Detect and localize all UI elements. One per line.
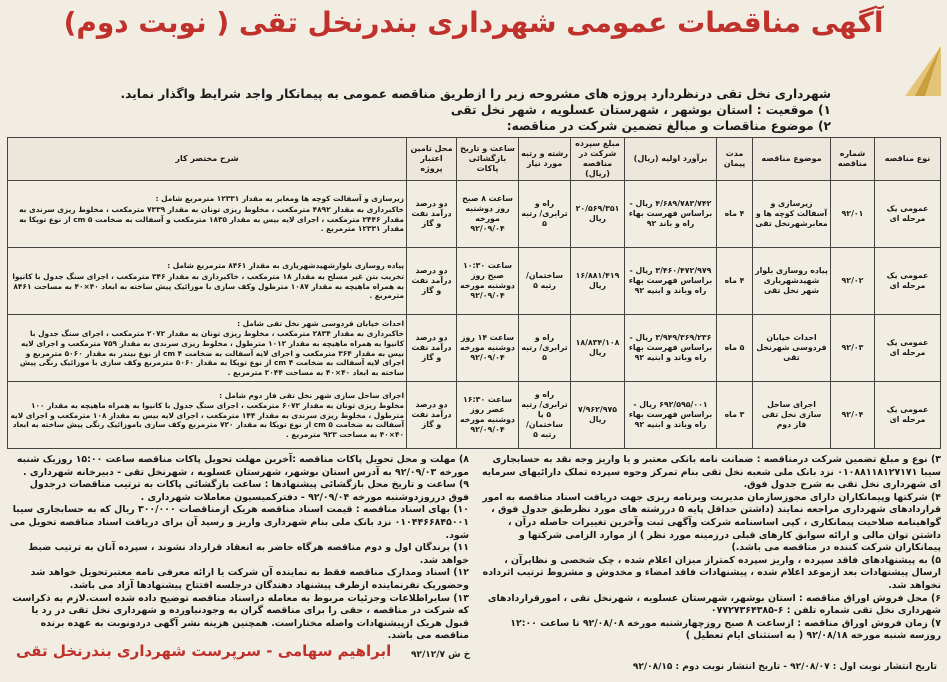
- cell-subject: پیاده روسازی بلوار شهیدشهریاری شهر نخل تقی: [753, 248, 831, 315]
- description-title: اجرای ساحل سازی شهر نخل تقی فاز دوم شامل :: [219, 390, 404, 400]
- intro-block: [6, 86, 941, 134]
- cell-estimate: ۳/۴۶۰/۴۷۲/۹۷۹ ریال - براساس فهرست بهاء راه وباند و ابنیه ۹۲: [625, 248, 717, 315]
- description-title: پیاده روسازی بلوارشهیدشهریاری به مقدار ۸۴۶۱ مترمربع شامل :: [167, 261, 404, 271]
- cell-duration: ۴ ماه: [717, 181, 753, 248]
- cell-description: [8, 181, 407, 248]
- cell-opening: ساعت ۸ صبح روز دوشنبه مورخه ۹۲/۰۹/۰۴: [457, 181, 519, 248]
- header-estimate: برآورد اولیه (ریال): [625, 138, 717, 181]
- cell-type: عمومی یک مرحله ای: [875, 181, 941, 248]
- description-title: زیرسازی و آسفالت کوچه ها ومعابر به مقدار ۱۲۳۳۱ مترمربع شامل :: [155, 194, 404, 204]
- cell-guarantee: ۲۰/۵۶۹/۳۵۱ ریال: [571, 181, 625, 248]
- condition-item: ۹) ساعت و تاریخ محل بازگشائی پیشنهادها : ساعت بازگشائی پاکات به ترتیب مناقصات درجدول فوق درروزدوشنبه مورخه ۹۲/۰۹/۰۴ - دفترکمیسیون معاملات شهرداری .: [29, 479, 469, 503]
- cell-field: راه و ترابری/ رتبه ۵: [519, 181, 571, 248]
- conditions-left-column: [7, 454, 469, 643]
- condition-item: ۱۱) برندگان اول و دوم مناقصه هرگاه حاضر به انعقاد قرارداد نشوند ، سپرده آنان به ترتیب ضبط خواهد شد.: [28, 542, 469, 566]
- tenders-table: [7, 137, 941, 449]
- cell-opening: ساعت ۱۰:۳۰ صبح روز دوشنبه مورخه ۹۲/۰۹/۰۴: [457, 248, 519, 315]
- cell-funding: دو درصد درآمد نفت و گاز: [407, 382, 457, 449]
- table-row: [8, 315, 941, 382]
- description-body: مخلوط ریزی تونان به مقدار ۶۰۷۲ مترمکعب ، اجرای سنگ جدول با کانیوا به همراه ماهیچه به مقدار ۱۰۰ مترطول ، مخلوط ریزی سرندی به مقدار ۱۴۴ مترمکعب ، اجرای لایه بیس به مقدار ۱۰۸ مترمکعب و اجرای لایه آسفالت به ضخامت ۵ cm از نوع توپکا به مقدار ۷۲۰ مترمربع وکف سازی باموزائیک رنگی پیش ساخته به ابعاد ۴۰×۴۰ به مساحت ۹۲۳ مترمربع .: [10, 401, 404, 439]
- description-title: احداث خیابان فردوسی شهر نخل تقی شامل :: [237, 318, 404, 328]
- cell-subject: زیرسازی و آسفالت کوچه ها و معابرشهرنخل تقی: [753, 181, 831, 248]
- cell-field: راه و ترابری/ رتبه ۵ یا ساختمان/ رتبه ۵: [519, 382, 571, 449]
- notice-title: آگهی مناقصات عمومی شهرداری بندرنخل تقی ( نوبت دوم): [63, 6, 884, 39]
- cell-number: ۹۲/۰۳: [831, 315, 875, 382]
- cell-type: عمومی یک مرحله ای: [875, 382, 941, 449]
- municipality-logo: [875, 40, 945, 100]
- header-guarantee: مبلغ سپرده شرکت در مناقصه (ریال): [571, 138, 625, 181]
- cell-duration: ۵ ماه: [717, 315, 753, 382]
- cell-description: [8, 382, 407, 449]
- condition-item: ۳) نوع و مبلغ تضمین شرکت درمناقصه : ضمانت نامه بانکی معتبر و یا واریز وجه نقد به حسابجاری سیبا ۰۱۰۸۸۱۱۸۱۲۷۱۷۱ نزد بانک ملی شعبه نخل تقی بنام تمرکز وجوه سپرده تملک دارائیهای سرمایه ای شهرداری نخل تقی به شرح جدول فوق.: [481, 454, 941, 491]
- header-subject: موضوع مناقصه: [753, 138, 831, 181]
- header-type: نوع مناقصه: [875, 138, 941, 181]
- header-field: رشته و رتبه مورد نیاز: [519, 138, 571, 181]
- cell-description: [8, 248, 407, 315]
- cell-subject: اجرای ساحل سازی نخل تقی فاز دوم: [753, 382, 831, 449]
- description-body: خاکبرداری به مقدار ۴۸۹۲ مترمکعب ، مخلوط ریزی تونان به مقدار ۷۳۳۹ مترمکعب ، مخلوط ریزی سرندی به مقدار ۲۴۴۶ مترمکعب ، اجرای لایه بیس به مقدار ۱۸۳۵ مترمکعب و آسفالت به ضخامت ۵ cm از نوع توپکا به مقدار ۱۲۳۳۱ مترمربع .: [19, 204, 404, 234]
- cell-subject: احداث خیابان فردوسی شهرنخل تقی: [753, 315, 831, 382]
- cell-type: عمومی یک مرحله ای: [875, 315, 941, 382]
- cell-number: ۹۲/۰۱: [831, 181, 875, 248]
- cell-description: [8, 315, 407, 382]
- cell-duration: ۳ ماه: [717, 382, 753, 449]
- table-row: [8, 181, 941, 248]
- cell-estimate: ۴/۶۸۹/۷۸۳/۷۴۲ ریال - براساس فهرست بهاء راه و باند ۹۲: [625, 181, 717, 248]
- description-body: خاکبرداری به مقدار ۲۸۳۴ مترمکعب ، مخلوط ریزی تونان به مقدار ۲۰۷۲ مترمکعب ، اجرای سنگ جدول با کانیوا به همراه ماهیچه به مقدار ۱۰۱۲ مترطول ، مخلوط ریزی سرندی به مقدار ۷۵۹ مترمکعب و اجرای لایه بیس به مقدار ۳۶۴ مترمکعب و اجرای لایه آسفالت به ضخامت ۴ cm از نوع بیندر به مقدار ۵۰۶۰ مترمربع و اجرای لایه آسفالت به ضخامت ۴ cm از نوع توپکا به مقدار ۵۰۶۰ مترمربع وکف سازی با موزائیک رنگی پیش ساخته به ابعاد ۴۰×۴۰ به مساحت ۲۰۴۴ مترمربع .: [19, 329, 404, 377]
- cell-field: ساختمان/ رتبه ۵: [519, 248, 571, 315]
- header-duration: مدت پیمان: [717, 138, 753, 181]
- conditions-right-column: [479, 454, 941, 643]
- condition-item: ۷) زمان فروش اوراق مناقصه : ازساعت ۸ صبح روزچهارشنبه مورخه ۹۲/۰۸/۰۸ تا ساعت ۱۲:۰۰ روزسه شنبه مورخه ۹۲/۰۸/۱۸ ( به استثنای ایام تعطیل ): [510, 617, 941, 642]
- table-row: [8, 248, 941, 315]
- publication-dates: تاریخ انتشار نوبت اول : ۹۲/۰۸/۰۷ - تاریخ انتشار نوبت دوم : ۹۲/۰۸/۱۵: [632, 662, 937, 672]
- conditions: [6, 454, 941, 643]
- condition-item: ۱۰) بهای اسناد مناقصه : قیمت اسناد مناقصه هریک ازمناقصات ۳۰۰/۰۰۰ ریال که به حسابجاری سیبا ۰۱۰۴۴۶۶۸۴۵۰۰۱ نزد بانک ملی بنام شهرداری واریز و رسید آن برای دریافت اسناد مناقصه تحویل می شود.: [9, 504, 469, 541]
- signature: ابراهیم سهامی - سرپرست شهرداری بندرنخل تقی: [16, 642, 392, 660]
- description-body: تخریب بتن غیر مسلح به مقدار ۱۸ مترمکعب ، خاکبرداری به مقدار ۳۴۶ مترمکعب ، اجرای سنگ جدول با کانیوا به همراه ماهیچه به مقدار ۱۰۸۷ مترطول وکف سازی با موزائیک پیش ساخته به ابعاد ۴۰×۴۰ به مساحت ۸۴۶۱ مترمربع .: [12, 271, 404, 301]
- intro-line-3: ۲) موضوع مناقصات و مبالغ تضمین شرکت در مناقصه:: [506, 119, 831, 133]
- cell-field: راه و ترابری/ رتبه ۵: [519, 315, 571, 382]
- cell-opening: ساعت ۱۶:۳۰ عصر روز دوشنبه مورخه ۹۲/۰۹/۰۴: [457, 382, 519, 449]
- cell-guarantee: ۷/۹۶۲/۹۷۵ ریال: [571, 382, 625, 449]
- condition-item: ۵) به پیشنهادهای فاقد سپرده ، واریز سپرده کمتراز میزان اعلام شده ، چک شخصی و نظایرآن ، ارسال پیشنهادات بعد ازموعد اعلام شده ، پیشنهادات فاقد امضاء و مخدوش و مشروط ترتیب اثرداده نخواهد شد.: [482, 554, 941, 591]
- table-row: [8, 382, 941, 449]
- condition-item: ۱۳) سایراطلاعات وجزئیات مربوط به معامله دراسناد مناقصه توضیح داده شده است.لازم به ذکراست که شرکت در مناقصه ، حقی را برای مناقصه گران به وجودنیاورده و شهرداری نخل تقی در رد یا قبول هریک ازپیشنهادات واصله مختاراست. همچنین هزینه نشر آگهی دردونوبت به عهده برنده مناقصه می باشد.: [12, 592, 469, 642]
- condition-item: ۱۲) اسناد ومدارک مناقصه فقط به نماینده آن شرکت یا ارائه معرفی نامه معتبرتحویل خواهد شد وحضوریک نفرنماینده ازطرف پیشنهاد دهندگان درجلسه افتتاح پیشنهادها آزاد می باشد.: [30, 567, 469, 591]
- cell-funding: دو درصد درآمد نفت و گاز: [407, 181, 457, 248]
- header-description: شرح مختصر کار: [8, 138, 407, 181]
- footer: [6, 642, 941, 678]
- header-opening: ساعت و تاریخ بازگشائی پاکات: [457, 138, 519, 181]
- publication-code: خ ش ۹۲/۱۲/۷: [411, 650, 471, 660]
- cell-opening: ساعت ۱۴ روز دوشنبه مورخه ۹۲/۰۹/۰۴: [457, 315, 519, 382]
- cell-type: عمومی یک مرحله ای: [875, 248, 941, 315]
- cell-guarantee: ۱۸/۸۳۴/۱۰۸ ریال: [571, 315, 625, 382]
- header-number: شماره مناقصه: [831, 138, 875, 181]
- condition-item: ۴) شرکتها وپیمانکاران دارای مجوزسازمان مدیریت وبرنامه ریزی جهت دریافت اسناد مناقصه به امور قراردادهای شهرداری مراجعه نمایند (داشتن حداقل پایه ۵ دررشته های مورد نظرطبق جدول فوق ، گواهینامه صلاحیت پیمانکاری ، کپی اساسنامه شرکت وآگهی ثبت وآخرین تغییرات حاصله درآن ، داشتن توان مالی و ارائه سوابق کارهای قبلی درزمینه مورد نظر ) از موارد الزامی شرکتها و پیمانکاران شرکت کننده در مناقصه می باشد.): [482, 491, 941, 554]
- cell-duration: ۴ ماه: [717, 248, 753, 315]
- cell-number: ۹۲/۰۲: [831, 248, 875, 315]
- header-funding: محل تامین اعتبار پروژه: [407, 138, 457, 181]
- cell-estimate: ۳/۹۴۹/۳۶۹/۲۳۶ ریال - براساس فهرست بهاء راه وباند و ابنیه ۹۲: [625, 315, 717, 382]
- condition-item: ۸) مهلت و محل تحویل پاکات مناقصه :آخرین مهلت تحویل پاکات مناقصه ساعت ۱۵:۰۰ روزیک شنبه مورخه ۹۲/۰۹/۰۳ به آدرس استان بوشهر، شهرستان عسلویه ، شهرنخل تقی - دبیرخانه شهرداری .: [16, 454, 469, 478]
- cell-estimate: ۶۹۲/۵۹۵/۰۰۱ ریال - براساس فهرست بهاء راه وباند و ابنیه ۹۲: [625, 382, 717, 449]
- table-header-row: [8, 138, 941, 181]
- intro-line-1: شهرداری نخل تقی درنظردارد پروژه های مشروحه زیر را ازطریق مناقصه عمومی به پیمانکار واجد شرایط واگذار نماید.: [120, 87, 831, 101]
- cell-number: ۹۲/۰۴: [831, 382, 875, 449]
- intro-line-2: ۱) موقعیت : استان بوشهر ، شهرستان عسلویه ، شهر نخل تقی: [450, 103, 831, 117]
- condition-item: ۶) محل فروش اوراق مناقصه : استان بوشهر، شهرستان عسلویه ، شهرنخل تقی ، امورقراردادهای شهرداری نخل تقی شماره تلفن : ۶-۰۷۷۲۷۳۶۴۳۸۵: [487, 592, 941, 617]
- cell-funding: دو درصد درآمد نفت و گاز: [407, 315, 457, 382]
- cell-guarantee: ۱۶/۸۸۱/۴۱۹ ریال: [571, 248, 625, 315]
- cell-funding: دو درصد درآمد نفت و گاز: [407, 248, 457, 315]
